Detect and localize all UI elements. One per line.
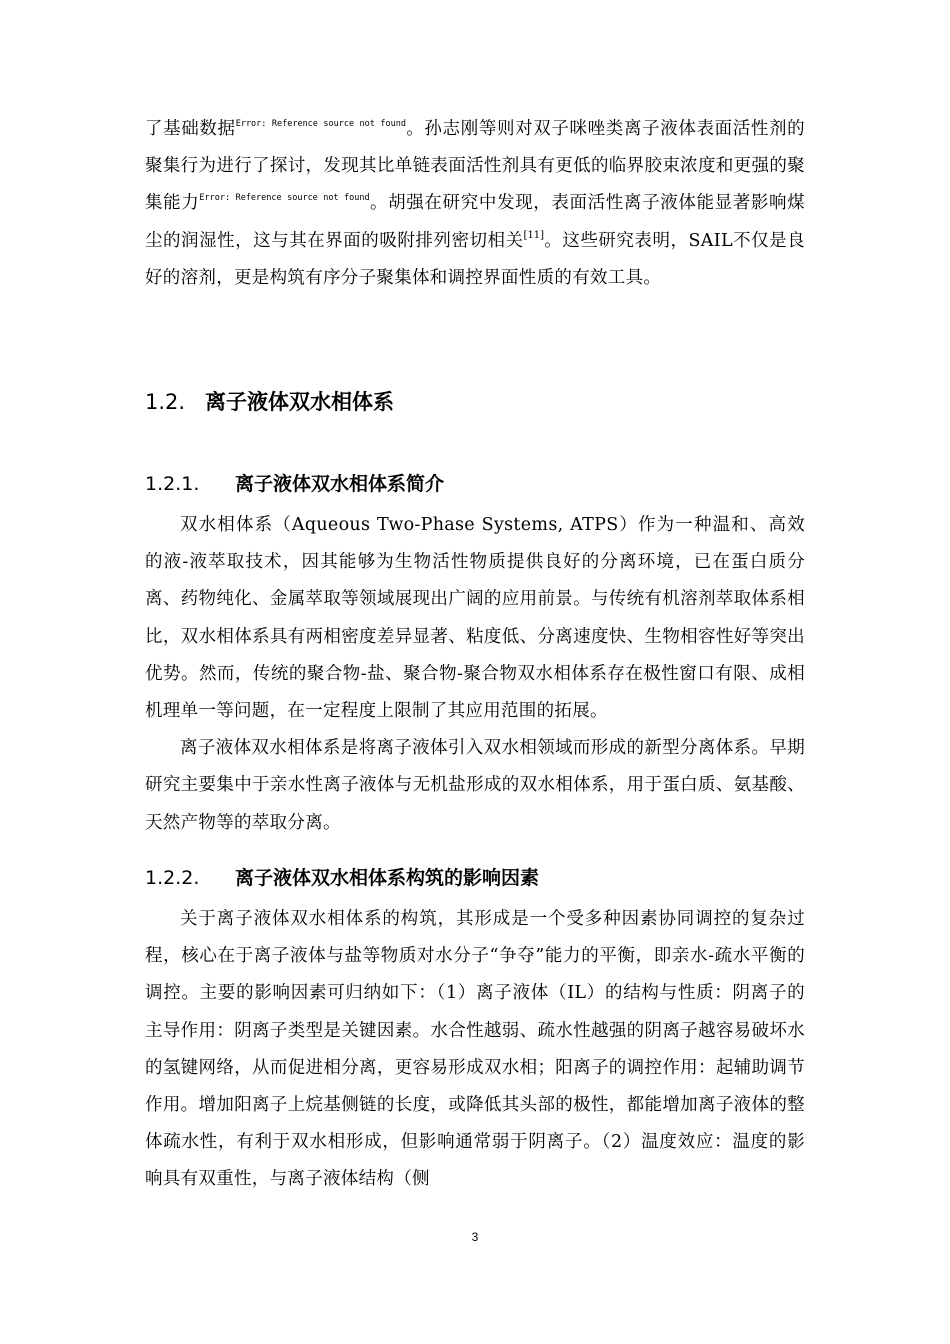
citation-11: [11] bbox=[523, 229, 545, 241]
section-number: 1.2. bbox=[145, 390, 186, 414]
reference-error-1: Error: Reference source not found bbox=[235, 119, 406, 129]
subsection-title: 离子液体双水相体系构筑的影响因素 bbox=[235, 867, 540, 889]
section-title: 离子液体双水相体系 bbox=[205, 390, 394, 414]
page-number: 3 bbox=[471, 1230, 479, 1244]
subsection-1-2-2-body bbox=[145, 901, 805, 1199]
intro-text-4: 。这些研究表明，SAIL不仅是良好的溶剂，更是构筑有序分子聚集体和调控界面性质的有效工具。 bbox=[145, 230, 805, 288]
subsection-number: 1.2.1. bbox=[145, 473, 200, 495]
subsection-title: 离子液体双水相体系简介 bbox=[235, 473, 445, 495]
paragraph-influencing-factors: 关于离子液体双水相体系的构筑，其形成是一个受多种因素协同调控的复杂过程，核心在于离子液体与盐等物质对水分子“争夺”能力的平衡，即亲水-疏水平衡的调控。主要的影响因素可归纳如下：（1）离子液体（IL）的结构与性质：阴离子的主导作用：阴离子类型是关键因素。水合性越弱、疏水性越强的阴离子越容易破坏水的氢键网络，从而促进相分离，更容易形成双水相；阳离子的调控作用：起辅助调节作用。增加阳离子上烷基侧链的长度，或降低其头部的极性，都能增加离子液体的整体疏水性，有利于双水相形成，但影响通常弱于阴离子。（2）温度效应：温度的影响具有双重性，与离子液体结构（侧 bbox=[145, 909, 805, 1190]
subsection-number: 1.2.2. bbox=[145, 867, 200, 889]
subsection-heading-1-2-2 bbox=[145, 861, 539, 895]
paragraph-atps-intro: 双水相体系（Aqueous Two-Phase Systems, ATPS）作为一种温和、高效的液-液萃取技术，因其能够为生物活性物质提供良好的分离环境，已在蛋白质分离、药物纯化、金属萃取等领域展现出广阔的应用前景。与传统有机溶剂萃取体系相比，双水相体系具有两相密度差异显著、粘度低、分离速度快、生物相容性好等突出优势。然而，传统的聚合物-盐、聚合物-聚合物双水相体系存在极性窗口有限、成相机理单一等问题，在一定程度上限制了其应用范围的拓展。 bbox=[145, 515, 805, 722]
intro-paragraph bbox=[145, 111, 805, 297]
subsection-1-2-1-body bbox=[145, 507, 805, 842]
intro-text-1: 了基础数据 bbox=[145, 119, 236, 139]
reference-error-2: Error: Reference source not found bbox=[199, 193, 370, 204]
intro-text-2: 。孙志刚等则对双子咪唑类离子液体表面活性剂的聚集行为进行了探讨，发现其比单链表面活性剂具有更低的临界胶束浓度和更强的聚集能力 bbox=[145, 119, 805, 214]
section-heading-1-2 bbox=[145, 384, 394, 420]
intro-text-3: 。胡强在研究中发现，表面活性离子液体能显著影响煤尘的润湿性，这与其在界面的吸附排列密切相关 bbox=[145, 193, 805, 251]
subsection-heading-1-2-1 bbox=[145, 467, 444, 501]
paragraph-il-atps: 离子液体双水相体系是将离子液体引入双水相领域而形成的新型分离体系。早期研究主要集中于亲水性离子液体与无机盐形成的双水相体系，用于蛋白质、氨基酸、天然产物等的萃取分离。 bbox=[145, 738, 805, 833]
